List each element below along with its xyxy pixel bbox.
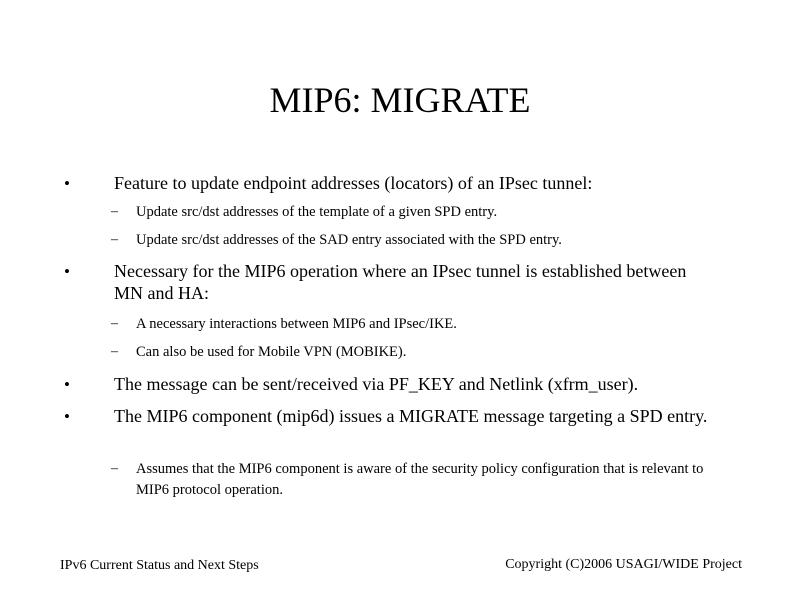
dash-marker: – xyxy=(111,461,118,476)
bullet-marker: • xyxy=(64,375,70,394)
sub-bullet-text: A necessary interactions between MIP6 and IPsec/IKE. xyxy=(136,316,457,332)
bullet-text: The MIP6 component (mip6d) issues a MIGRATE message targeting a SPD entry. xyxy=(114,406,708,426)
bullet-marker: • xyxy=(64,174,70,193)
dash-marker: – xyxy=(111,204,118,219)
slide-title: MIP6: MIGRATE xyxy=(269,80,531,120)
bullet-marker: • xyxy=(64,262,70,281)
dash-marker: – xyxy=(111,344,118,359)
dash-marker: – xyxy=(111,316,118,331)
dash-marker: – xyxy=(111,232,118,247)
sub-bullet-text: Update src/dst addresses of the template of a given SPD entry. xyxy=(136,204,498,220)
footer-presentation-title: IPv6 Current Status and Next Steps xyxy=(60,558,259,573)
bullet-text: The message can be sent/received via PF_KEY and Netlink (xfrm_user). xyxy=(114,374,639,394)
bullet-text: Necessary for the MIP6 operation where an IPsec tunnel is established between MN and HA: xyxy=(114,261,687,303)
sub-bullet-text: Can also be used for Mobile VPN (MOBIKE). xyxy=(136,344,407,360)
footer-copyright: Copyright (C)2006 USAGI/WIDE Project xyxy=(505,557,742,572)
sub-bullet-text: Assumes that the MIP6 component is aware of the security policy configuration that is relevant to MIP6 protocol operation. xyxy=(136,461,704,498)
bullet-text: Feature to update endpoint addresses (locators) of an IPsec tunnel: xyxy=(114,173,593,193)
bullet-marker: • xyxy=(64,407,70,426)
sub-bullet-text: Update src/dst addresses of the SAD entry associated with the SPD entry. xyxy=(136,232,562,248)
